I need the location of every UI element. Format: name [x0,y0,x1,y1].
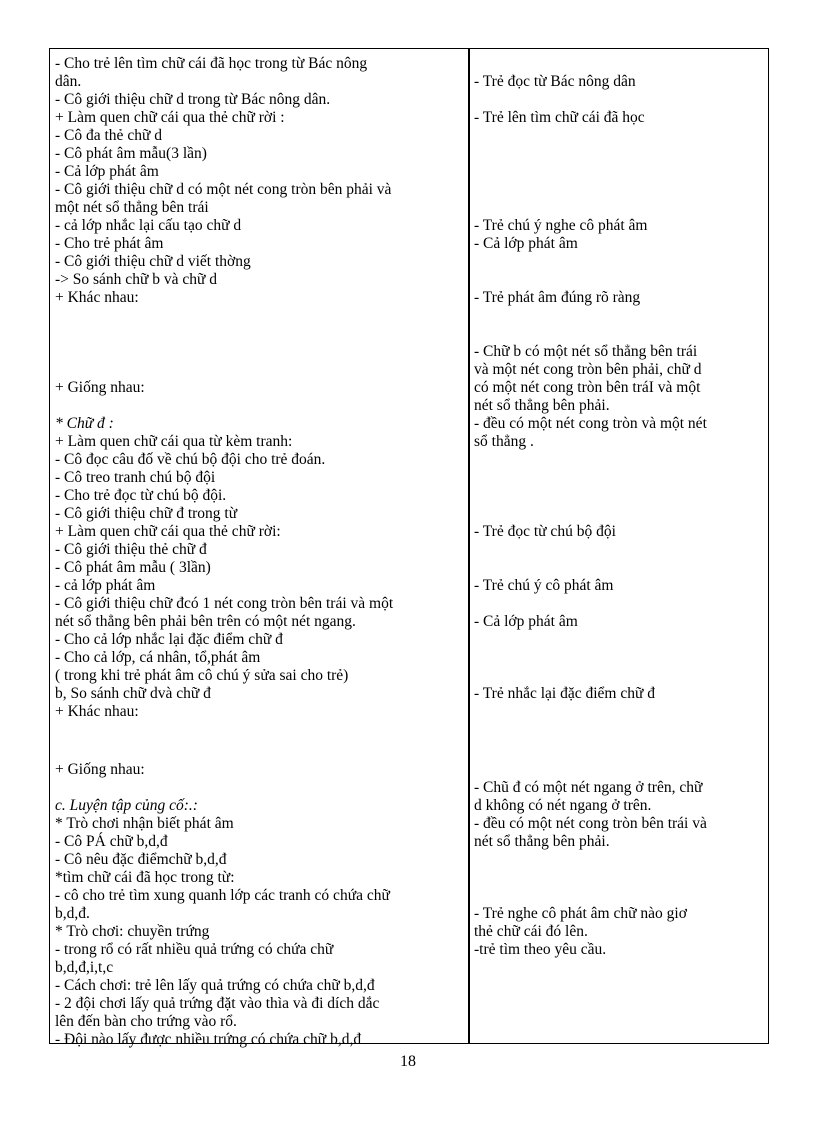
teacher-activity-line: - Cô đa thẻ chữ d [55,127,162,144]
teacher-activity-line: - Cô phát âm mẫu ( 3lần) [55,559,211,576]
teacher-activity-line: b,d,đ. [55,905,90,922]
teacher-activity-line: + Khác nhau: [55,289,139,306]
child-activity-line: có một nét cong tròn bên tráI và một [474,379,701,396]
teacher-activity-line: - Cô phát âm mẫu(3 lần) [55,145,207,162]
child-activity-line: nét sổ thẳng bên phải. [474,833,610,850]
teacher-activity-line: - Cô nêu đặc điểmchữ b,d,đ [55,851,227,868]
child-activity-line: và một nét cong tròn bên phải, chữ d [474,361,702,378]
teacher-activity-line: *tìm chữ cái đã học trong từ: [55,869,235,886]
teacher-activity-line: - Đội nào lấy được nhiều trứng có chứa chữ b,d,đ [55,1031,362,1048]
teacher-activity-line: - Cô đọc câu đố về chú bộ đội cho trẻ đoán. [55,451,326,468]
child-activity-line: - Trẻ nghe cô phát âm chữ nào giơ [474,905,687,922]
teacher-activity-line: * Trò chơi nhận biết phát âm [55,815,234,832]
child-activity-line: - Chũ đ có một nét ngang ở trên, chữ [474,779,703,796]
teacher-activity-line: - Cho trẻ đọc từ chú bộ đội. [55,487,227,504]
teacher-activity-line: dân. [55,73,82,90]
lesson-table [49,48,769,1048]
column-divider [468,49,470,1043]
teacher-activity-line: - Cô PÁ chữ b,d,đ [55,833,168,850]
teacher-activity-line: - 2 đội chơi lấy quả trứng đặt vào thìa và đi dích dắc [55,995,380,1012]
child-activity-line: - Trẻ chú ý cô phát âm [474,577,614,594]
child-activity-line: - Chữ b có một nét sổ thẳng bên trái [474,343,698,360]
page-number: 18 [400,1053,416,1070]
teacher-activity-line: - Cho cả lớp nhắc lại đặc điểm chữ đ [55,631,283,648]
teacher-activity-line: + Giống nhau: [55,761,145,778]
teacher-activity-line: - Cả lớp phát âm [55,163,159,180]
child-activity-line: - Trẻ đọc từ chú bộ đội [474,523,616,540]
teacher-activity-line: một nét sổ thẳng bên trái [55,199,209,216]
teacher-activity-line: - Cô giới thiệu chữ đ trong từ [55,505,238,522]
child-activity-line: thẻ chữ cái đó lên. [474,923,588,940]
teacher-activity-line: -> So sánh chữ b và chữ d [55,271,218,288]
child-activity-line: -trẻ tìm theo yêu cầu. [474,941,607,958]
child-activity-line: - Cả lớp phát âm [474,235,578,252]
teacher-activity-line: - cả lớp phát âm [55,577,156,594]
teacher-activity-line: * Trò chơi: chuyền trứng [55,923,210,940]
teacher-activity-line: b, So sánh chữ dvà chữ đ [55,685,211,702]
teacher-activity-line: - Cô giới thiệu chữ d có một nét cong tròn bên phải và [55,181,392,198]
child-activity-line: - đều có một nét cong tròn và một nét [474,415,707,432]
child-activity-line: - Trẻ nhắc lại đặc điểm chữ đ [474,685,656,702]
teacher-activity-line: + Làm quen chữ cái qua thẻ chữ rời : [55,109,285,126]
teacher-activity-line: + Làm quen chữ cái qua từ kèm tranh: [55,433,293,450]
teacher-activity-line: - Cô giới thiệu chữ d trong từ Bác nông dân. [55,91,331,108]
teacher-activity-line: - cô cho trẻ tìm xung quanh lớp các tranh có chứa chữ [55,887,390,904]
teacher-activity-line: + Giống nhau: [55,379,145,396]
child-activity-line: - Trẻ phát âm đúng rõ ràng [474,289,641,306]
child-activity-line: sổ thẳng . [474,433,534,450]
teacher-activity-line: - Cách chơi: trẻ lên lấy quả trứng có chứa chữ b,d,đ [55,977,375,994]
teacher-activity-line: - Cho cả lớp, cá nhân, tổ,phát âm [55,649,261,666]
teacher-activity-line: - Cô giới thiệu thẻ chữ đ [55,541,207,558]
child-activity-line: - Cả lớp phát âm [474,613,578,630]
child-activity-line: - đều có một nét cong tròn bên trái và [474,815,707,832]
teacher-activity-line: - Cho trẻ phát âm [55,235,164,252]
teacher-activity-line: * Chữ đ : [55,415,114,432]
teacher-activity-line: nét sổ thẳng bên phải bên trên có một nét ngang. [55,613,356,630]
teacher-activity-line: ( trong khi trẻ phát âm cô chú ý sửa sai cho trẻ) [55,667,349,684]
teacher-activity-line: - cả lớp nhắc lại cấu tạo chữ d [55,217,242,234]
teacher-activity-line: - trong rổ có rất nhiều quả trứng có chứa chữ [55,941,334,958]
child-activity-line: - Trẻ chú ý nghe cô phát âm [474,217,648,234]
teacher-activity-line: + Khác nhau: [55,703,139,720]
teacher-activity-line: lên đến bàn cho trứng vào rổ. [55,1013,237,1030]
teacher-activity-line: - Cô treo tranh chú bộ đội [55,469,216,486]
teacher-activity-line: b,d,đ,i,t,c [55,959,114,976]
child-activity-line: nét sổ thẳng bên phải. [474,397,610,414]
child-activity-line: d không có nét ngang ở trên. [474,797,652,814]
teacher-activity-line: c. Luyện tập củng cố:.: [55,797,198,814]
teacher-activity-line: - Cô giới thiệu chữ d viết thờng [55,253,251,270]
child-activity-line: - Trẻ đọc từ Bác nông dân [474,73,636,90]
teacher-activity-line: + Làm quen chữ cái qua thẻ chữ rời: [55,523,281,540]
teacher-activity-line: - Cho trẻ lên tìm chữ cái đã học trong từ Bác nông [55,55,368,72]
child-activity-line: - Trẻ lên tìm chữ cái đã học [474,109,645,126]
teacher-activity-line: - Cô giới thiệu chữ đcó 1 nét cong tròn bên trái và một [55,595,394,612]
